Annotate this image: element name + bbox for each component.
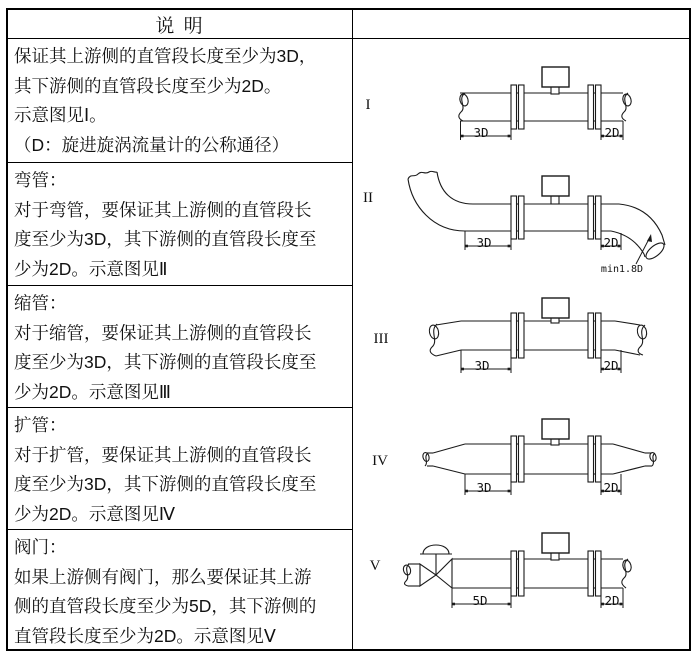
text-line: 度至少为3D，其下游侧的直管段长度至 <box>14 352 317 372</box>
valve-actuator-dome <box>420 545 452 554</box>
dim-upstream <box>461 121 512 140</box>
dim-upstream <box>465 474 511 495</box>
text-line: 直管段长度至少为2D。示意图见Ⅴ <box>14 625 276 646</box>
text-line: 缩管： <box>14 293 67 313</box>
dim-upstream <box>452 588 511 608</box>
dim-label-upstream: 3D <box>476 480 492 495</box>
text-line: 度至少为3D，其下游侧的直管段长度至 <box>14 474 317 494</box>
flowmeter-transmitter <box>542 419 569 445</box>
dim-downstream <box>601 233 621 250</box>
dim-label-downstream: 2D <box>603 235 619 250</box>
taper-upstream <box>422 444 465 474</box>
taper-upstream <box>428 321 461 356</box>
dim-downstream <box>601 588 623 608</box>
diagram-numeral: III <box>373 331 389 347</box>
description-cell-valve <box>8 529 352 649</box>
diagram-expander-pipe <box>372 419 657 495</box>
flowmeter-transmitter <box>542 298 569 323</box>
taper-downstream <box>615 321 648 355</box>
text-line: 弯管： <box>14 170 67 190</box>
text-line: 少为2D。示意图见Ⅱ <box>14 258 168 279</box>
flowmeter-transmitter <box>542 67 569 94</box>
pipe-break-right <box>622 559 633 588</box>
diagrams-canvas <box>353 39 689 649</box>
diagram-straight-pipe <box>366 67 633 140</box>
text-line: 少为2D。示意图见Ⅲ <box>14 381 171 402</box>
header-diagram-cell <box>353 10 689 38</box>
table-body <box>8 39 689 649</box>
diagram-numeral: I <box>365 97 371 113</box>
taper-downstream <box>613 444 657 474</box>
flowmeter-transmitter <box>542 533 569 560</box>
description-cell-reducer <box>8 285 352 407</box>
text-line: 阀门： <box>14 537 67 557</box>
dim-downstream <box>601 350 621 373</box>
diagram-numeral: V <box>369 558 381 574</box>
diagram-elbow-pipe <box>363 171 667 275</box>
dim-label-downstream: 2D <box>604 593 620 608</box>
text-line: 对于扩管，要保证其上游侧的直管段长 <box>14 444 312 465</box>
text-line: 其下游侧的直管段长度至少为2D。 <box>14 75 282 96</box>
elbow-upstream <box>408 171 473 231</box>
dim-label-upstream: 5D <box>472 593 488 608</box>
dim-label-downstream: 2D <box>603 480 619 495</box>
description-cell-elbow <box>8 162 352 285</box>
diagram-numeral: II <box>363 190 373 206</box>
diagram-reducer-pipe <box>374 298 648 373</box>
diagram-column <box>353 39 689 649</box>
text-line: 侧的直管段长度至少为5D，其下游侧的 <box>14 596 317 616</box>
description-cell-straight <box>8 39 352 162</box>
description-column <box>8 39 353 649</box>
pipe-break-right <box>622 93 633 121</box>
dim-label-upstream: 3D <box>474 358 490 373</box>
valve-symbol <box>402 545 452 588</box>
dim-label-upstream: 3D <box>473 125 489 140</box>
text-line: 少为2D。示意图见Ⅳ <box>14 503 176 524</box>
dim-upstream <box>465 231 511 250</box>
requirements-table <box>6 8 691 651</box>
text-line: 如果上游侧有阀门，那么要保证其上游 <box>14 566 312 587</box>
diagram-valve-pipe <box>370 533 633 608</box>
dim-downstream <box>601 121 623 140</box>
flowmeter-transmitter <box>542 176 569 204</box>
dim-label-downstream: 2D <box>604 125 620 140</box>
text-line: 对于弯管，要保证其上游侧的直管段长 <box>14 199 312 220</box>
bend-min-length-label: min1.8D <box>600 264 644 275</box>
dim-label-downstream: 2D <box>603 358 619 373</box>
description-cell-expander <box>8 407 352 529</box>
dim-downstream <box>601 474 621 495</box>
text-line: 对于缩管，要保证其上游侧的直管段长 <box>14 322 312 343</box>
elbow-downstream <box>611 204 667 262</box>
table-header-row <box>8 10 689 39</box>
header-description-cell: 说 明 <box>8 10 353 38</box>
text-line: 扩管： <box>14 415 67 435</box>
dim-label-upstream: 3D <box>476 235 492 250</box>
diagram-numeral: IV <box>372 453 388 469</box>
pipe-break-left <box>459 93 470 121</box>
dim-upstream <box>461 350 511 373</box>
text-line: 度至少为3D，其下游侧的直管段长度至 <box>14 229 317 249</box>
text-line: 示意图见Ⅰ。 <box>14 105 107 125</box>
text-line: 保证其上游侧的直管段长度至少为3D， <box>14 46 317 66</box>
text-line: （D：旋进旋涡流量计的公称通径） <box>14 134 290 155</box>
